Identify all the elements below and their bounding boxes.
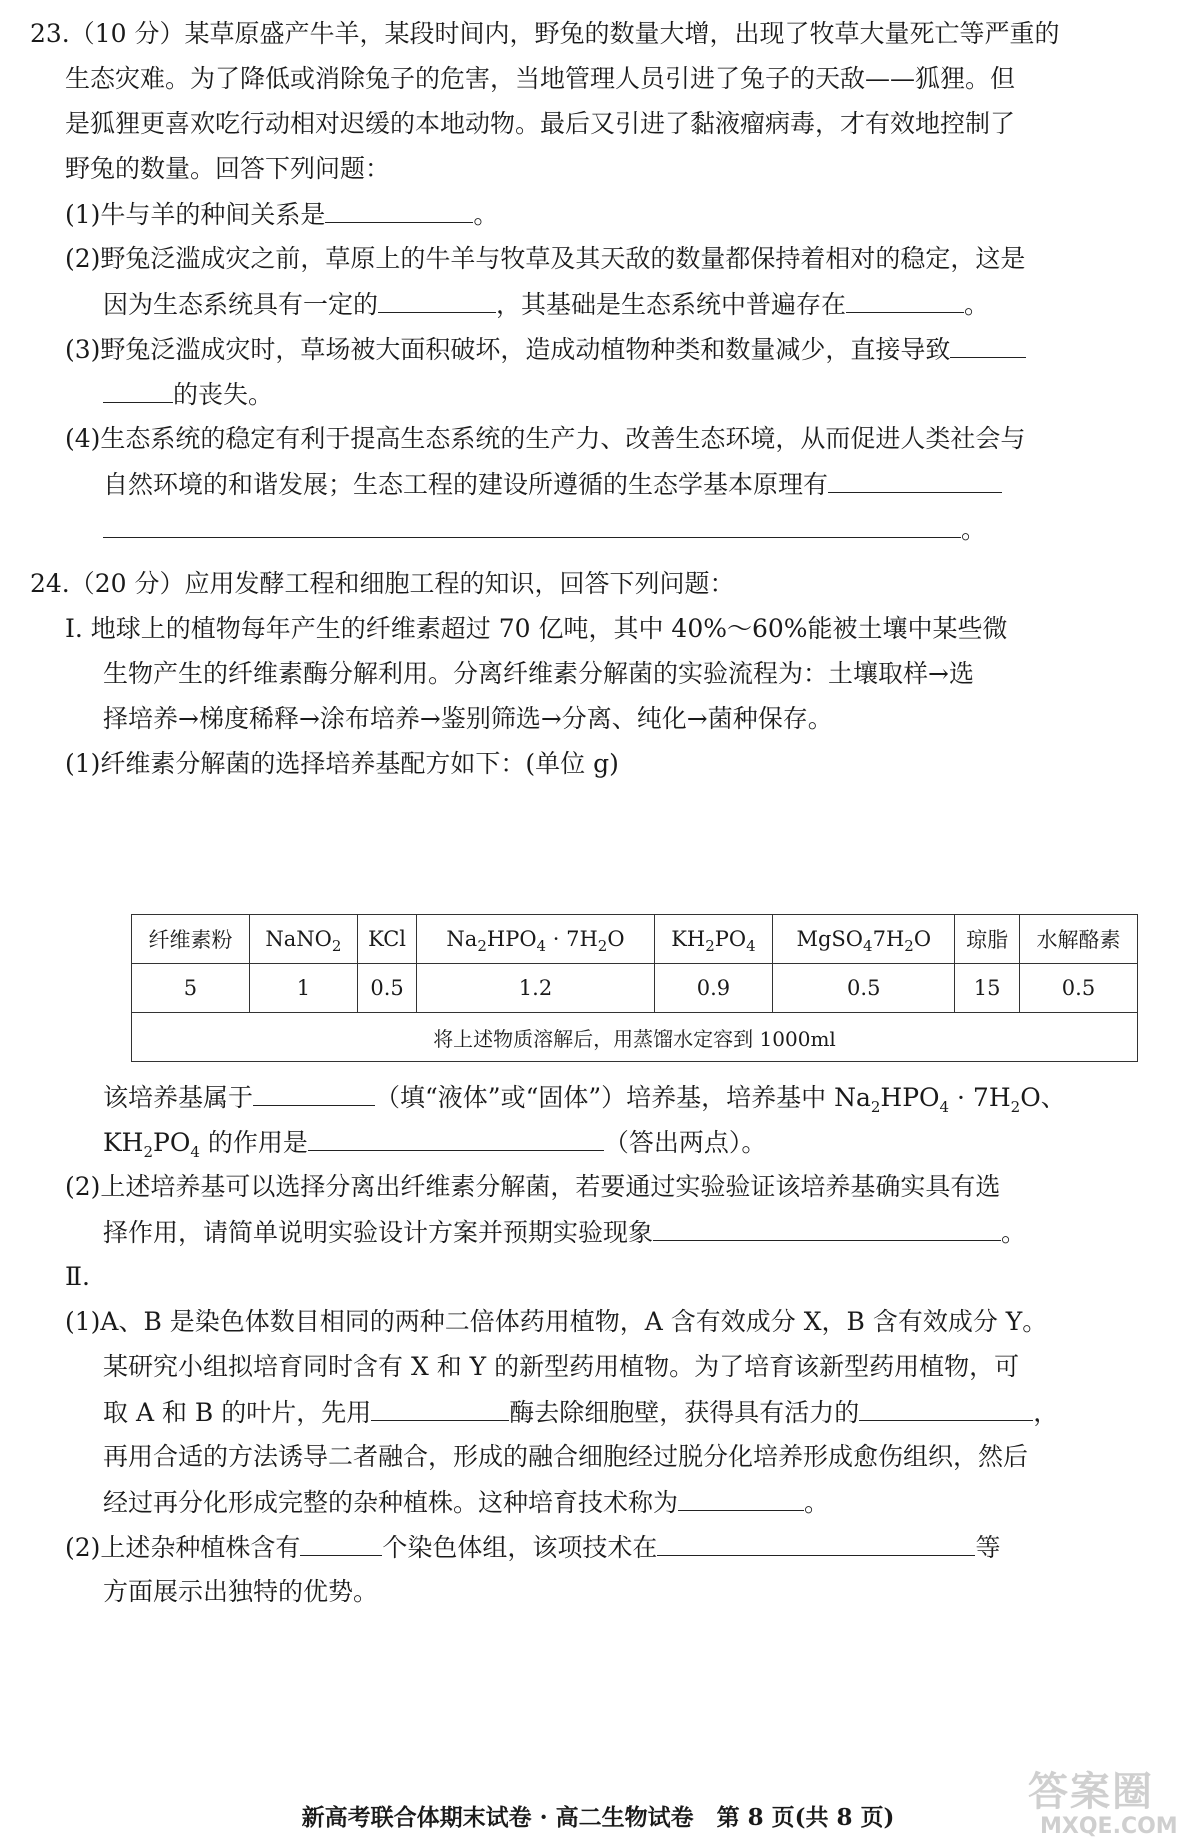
answer-blank[interactable]	[950, 331, 1026, 358]
answer-blank[interactable]	[678, 1484, 804, 1511]
q24-heading: 24.（20 分）应用发酵工程和细胞工程的知识，回答下列问题：	[30, 569, 735, 598]
q24-part2-sub1-line-1: (1)A、B 是染色体数目相同的两种二倍体药用植物，A 含有效成分 X，B 含有效成分 Y。	[65, 1307, 1048, 1336]
q24-sub2-line-1: (2)上述培养基可以选择分离出纤维素分解菌，若要通过实验验证该培养基确实具有选	[65, 1172, 1001, 1201]
table-header-cell: 纤维素粉	[132, 915, 250, 964]
table-note: 将上述物质溶解后，用蒸馏水定容到 1000ml	[132, 1013, 1138, 1062]
answer-blank[interactable]	[300, 1529, 382, 1556]
q24-part2-sub1-line-2: 某研究小组拟培育同时含有 X 和 Y 的新型药用植物。为了培育该新型药用植物，可	[103, 1352, 1020, 1381]
answer-blank[interactable]	[657, 1529, 975, 1556]
answer-blank[interactable]	[325, 196, 473, 223]
answer-blank[interactable]	[378, 286, 496, 313]
table-cell: 1.2	[417, 964, 654, 1013]
medium-recipe-table	[131, 914, 1138, 1062]
answer-blank[interactable]	[253, 1079, 375, 1106]
q23-sub3-line-2: 的丧失。	[103, 376, 273, 413]
q23-line-1: 23.（10 分）某草原盛产牛羊，某段时间内，野兔的数量大增，出现了牧草大量死亡等严重的	[30, 19, 1060, 48]
q24-part1-line-2: 生物产生的纤维素酶分解利用。分离纤维素分解菌的实验流程为：土壤取样→选	[103, 659, 974, 688]
q23-sub2-line-1: (2)野兔泛滥成灾之前，草原上的牛羊与牧草及其天敌的数量都保持着相对的稳定，这是	[65, 244, 1026, 273]
q24-sub1-question-1b: 该培养基属于 （填“液体”或“固体”）培养基，培养基中 $Na_2HPO_4 \cdot 7H_2O$、	[103, 1079, 1066, 1116]
table-cell: 0.5	[1019, 964, 1137, 1013]
table-note-row	[132, 1013, 1138, 1062]
q24-part1-line-1: Ⅰ. 地球上的植物每年产生的纤维素超过 70 亿吨，其中 40%～60%能被土壤中某些微	[65, 614, 1008, 643]
q24-part1-line-3: 择培养→梯度稀释→涂布培养→鉴别筛选→分离、纯化→菌种保存。	[103, 704, 833, 733]
table-header-row	[132, 915, 1138, 964]
q24-sub1-title: (1)纤维素分解菌的选择培养基配方如下：(单位 g)	[65, 749, 619, 778]
q24-sub1-question-2: $KH_2PO_4$ 的作用是 （答出两点）。	[103, 1124, 766, 1161]
answer-blank[interactable]	[828, 466, 1002, 493]
answer-blank[interactable]	[103, 376, 173, 403]
q24-part2-label: Ⅱ.	[65, 1262, 90, 1291]
table-cell: 0.5	[357, 964, 417, 1013]
page-footer: 新高考联合体期末试卷 · 高二生物试卷 第 8 页(共 8 页)	[301, 1804, 895, 1831]
table-header-cell: 琼脂	[955, 915, 1020, 964]
q24-part2-sub1-line-3: 取 A 和 B 的叶片，先用 酶去除细胞壁，获得具有活力的 ，	[103, 1394, 1058, 1431]
q24-part2-sub2-line-1: (2)上述杂种植株含有 个染色体组，该项技术在 等	[65, 1529, 1000, 1566]
table-row	[132, 964, 1138, 1013]
q24-part2-sub1-line-5: 经过再分化形成完整的杂种植株。这种培育技术称为 。	[103, 1484, 829, 1521]
q24-part2-sub2-line-2: 方面展示出独特的优势。	[103, 1577, 379, 1606]
q24-sub2-line-2: 择作用，请简单说明实验设计方案并预期实验现象 。	[103, 1214, 1026, 1251]
q23-sub1: (1)牛与羊的种间关系是 。	[65, 196, 498, 233]
q23-sub3-line-1: (3)野兔泛滥成灾时，草场被大面积破坏，造成动植物种类和数量减少，直接导致	[65, 331, 1026, 368]
table-header-cell: NaNO$_2$	[249, 915, 357, 964]
answer-blank[interactable]	[653, 1214, 1001, 1241]
table-cell: 1	[249, 964, 357, 1013]
table-header-cell: $MgSO_47H_2O$	[773, 915, 955, 964]
table-header-cell: $Na_2HPO_4 \cdot 7H_2O$	[417, 915, 654, 964]
answer-blank[interactable]	[103, 511, 961, 538]
q23-sub4-line-3: 。	[103, 511, 986, 548]
q23-line-4: 野兔的数量。回答下列问题：	[65, 154, 391, 183]
table-cell: 5	[132, 964, 250, 1013]
table-cell: 0.9	[654, 964, 773, 1013]
answer-blank[interactable]	[371, 1394, 509, 1421]
table-cell: 0.5	[773, 964, 955, 1013]
table-header-cell: 水解酪素	[1019, 915, 1137, 964]
table-cell: 15	[955, 964, 1020, 1013]
q23-line-3: 是狐狸更喜欢吃行动相对迟缓的本地动物。最后又引进了黏液瘤病毒，才有效地控制了	[65, 109, 1016, 138]
table-header-cell: KCl	[357, 915, 417, 964]
watermark-logo: 答案圈 MXQE.COM	[1028, 1768, 1178, 1839]
answer-blank[interactable]	[308, 1124, 604, 1151]
answer-blank[interactable]	[859, 1394, 1033, 1421]
q23-sub2-line-2: 因为生态系统具有一定的 ，其基础是生态系统中普遍存在 。	[103, 286, 989, 323]
q23-sub4-line-2: 自然环境的和谐发展；生态工程的建设所遵循的生态学基本原理有	[103, 466, 1002, 503]
q24-part2-sub1-line-4: 再用合适的方法诱导二者融合，形成的融合细胞经过脱分化培养形成愈伤组织，然后	[103, 1442, 1029, 1471]
q23-line-2: 生态灾难。为了降低或消除兔子的危害，当地管理人员引进了兔子的天敌——狐狸。但	[65, 64, 1016, 93]
q23-sub4-line-1: (4)生态系统的稳定有利于提高生态系统的生产力、改善生态环境，从而促进人类社会与	[65, 424, 1026, 453]
table-header-cell: $KH_2PO_4$	[654, 915, 773, 964]
answer-blank[interactable]	[846, 286, 964, 313]
